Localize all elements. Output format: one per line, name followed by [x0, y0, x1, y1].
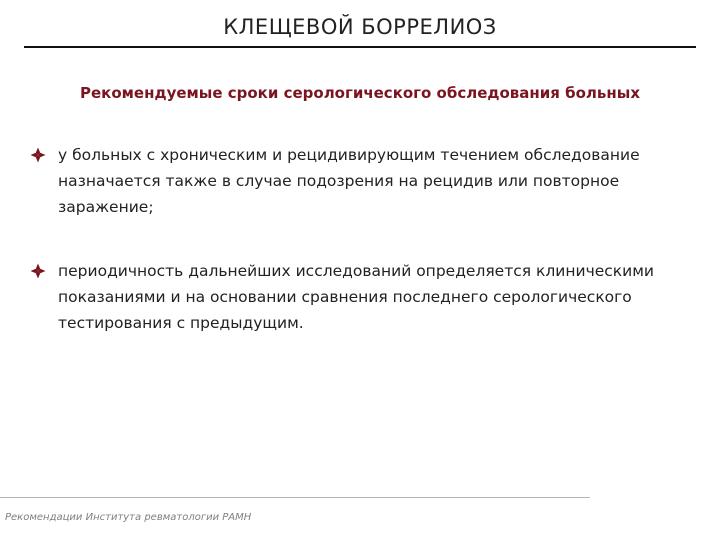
diamond-bullet-icon	[30, 263, 46, 279]
title-divider	[24, 46, 696, 48]
footer-divider	[0, 497, 590, 498]
slide-title: КЛЕЩЕВОЙ БОРРЕЛИОЗ	[223, 15, 497, 39]
bullet-text: периодичность дальнейших исследований определяется клиническими показаниями и на основании сравнения последнего серологического тестирования с предыдущим.	[58, 262, 654, 332]
bullet-item	[28, 258, 688, 336]
diamond-bullet-icon	[30, 147, 46, 163]
slide-subtitle: Рекомендуемые сроки серологического обследования больных	[80, 84, 640, 102]
bullet-text: у больных с хроническим и рецидивирующим течением обследование назначается также в случае подозрения на рецидив или повторное заражение;	[58, 146, 640, 216]
footer-source-note: Рекомендации Института ревматологии РАМН	[5, 512, 252, 523]
bullet-item	[28, 142, 688, 220]
bullet-list	[28, 142, 688, 374]
